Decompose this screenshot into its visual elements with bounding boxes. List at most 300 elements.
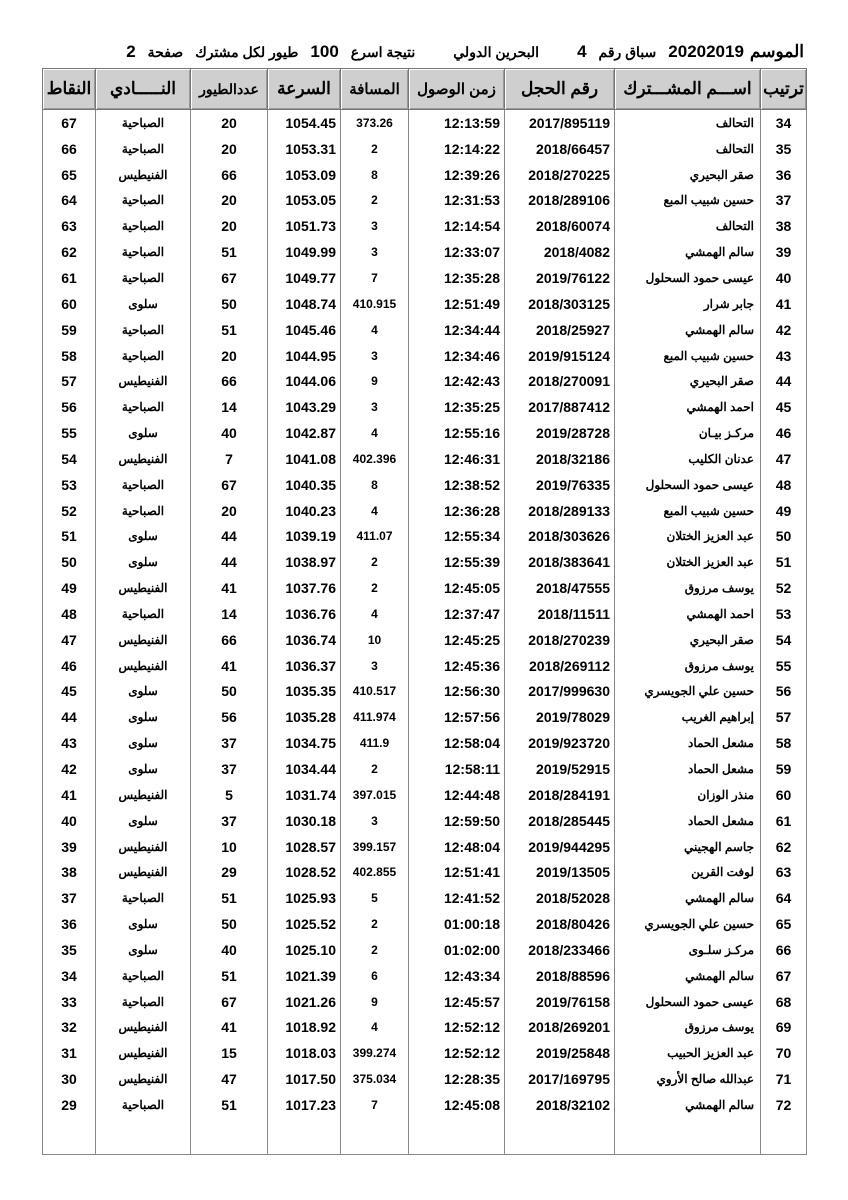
speed-cell: 1051.73 [268, 213, 341, 239]
rank-cell: 34 [761, 110, 807, 136]
race-number: 4 [577, 42, 587, 61]
table-row [43, 859, 807, 885]
empty-cell [341, 1118, 409, 1155]
table-footer-spacer [43, 1118, 807, 1155]
ring-cell: 2018/32102 [505, 1092, 615, 1118]
club-cell: سلوى [96, 524, 191, 550]
col-club: النـــــادي [96, 69, 191, 110]
name-cell: التحالف [615, 136, 761, 162]
table-row [43, 317, 807, 343]
empty-cell [505, 1118, 615, 1155]
ring-cell: 2019/923720 [505, 730, 615, 756]
arrival-cell: 12:48:04 [409, 834, 505, 860]
arrival-cell: 12:28:35 [409, 1066, 505, 1092]
club-cell: سلوى [96, 756, 191, 782]
table-row [43, 136, 807, 162]
arrival-cell: 12:52:12 [409, 1015, 505, 1041]
name-cell: لوفت القرين [615, 859, 761, 885]
distance-cell: 399.274 [341, 1040, 409, 1066]
ring-cell: 2019/28728 [505, 420, 615, 446]
points-cell: 50 [43, 549, 96, 575]
table-row [43, 394, 807, 420]
rank-cell: 45 [761, 394, 807, 420]
empty-cell [268, 1118, 341, 1155]
birds-cell: 15 [191, 1040, 268, 1066]
distance-cell: 411.9 [341, 730, 409, 756]
birds-cell: 20 [191, 498, 268, 524]
club-cell: الفنيطيس [96, 575, 191, 601]
birds-cell: 51 [191, 1092, 268, 1118]
result-label: نتيجة اسرع [350, 43, 416, 60]
name-cell: جابر شرار [615, 291, 761, 317]
points-cell: 62 [43, 239, 96, 265]
name-cell: مشعل الحماد [615, 756, 761, 782]
birds-cell: 67 [191, 989, 268, 1015]
arrival-cell: 12:59:50 [409, 808, 505, 834]
speed-cell: 1034.75 [268, 730, 341, 756]
speed-cell: 1017.50 [268, 1066, 341, 1092]
table-row [43, 110, 807, 136]
col-birds: عددالطيور [191, 69, 268, 110]
arrival-cell: 12:45:57 [409, 989, 505, 1015]
arrival-cell: 12:51:49 [409, 291, 505, 317]
rank-cell: 53 [761, 601, 807, 627]
ring-cell: 2017/169795 [505, 1066, 615, 1092]
points-cell: 67 [43, 110, 96, 136]
club-cell: الصباحية [96, 963, 191, 989]
club-cell: الصباحية [96, 989, 191, 1015]
arrival-cell: 12:33:07 [409, 239, 505, 265]
birds-cell: 51 [191, 885, 268, 911]
ring-cell: 2017/999630 [505, 679, 615, 705]
birds-cell: 20 [191, 110, 268, 136]
distance-cell: 10 [341, 627, 409, 653]
points-cell: 58 [43, 343, 96, 369]
ring-cell: 2018/289133 [505, 498, 615, 524]
arrival-cell: 01:00:18 [409, 911, 505, 937]
points-cell: 35 [43, 937, 96, 963]
birds-cell: 67 [191, 265, 268, 291]
distance-cell: 3 [341, 239, 409, 265]
rank-cell: 62 [761, 834, 807, 860]
club-cell: الصباحية [96, 472, 191, 498]
name-cell: احمد الهمشي [615, 601, 761, 627]
birds-cell: 37 [191, 730, 268, 756]
rank-cell: 36 [761, 162, 807, 188]
arrival-cell: 12:55:16 [409, 420, 505, 446]
speed-cell: 1036.74 [268, 627, 341, 653]
empty-cell [761, 1118, 807, 1155]
club-cell: الفنيطيس [96, 1015, 191, 1041]
club-cell: الفنيطيس [96, 627, 191, 653]
arrival-cell: 12:55:39 [409, 549, 505, 575]
points-cell: 59 [43, 317, 96, 343]
name-cell: سالم الهمشي [615, 1092, 761, 1118]
birds-cell: 14 [191, 601, 268, 627]
ring-cell: 2018/60074 [505, 213, 615, 239]
name-cell: سالم الهمشي [615, 963, 761, 989]
table-row [43, 704, 807, 730]
arrival-cell: 12:55:34 [409, 524, 505, 550]
speed-cell: 1045.46 [268, 317, 341, 343]
rank-cell: 50 [761, 524, 807, 550]
arrival-cell: 12:51:41 [409, 859, 505, 885]
club-cell: سلوى [96, 937, 191, 963]
arrival-cell: 12:52:12 [409, 1040, 505, 1066]
birds-cell: 51 [191, 239, 268, 265]
name-cell: مركـز سلـوى [615, 937, 761, 963]
club-cell: الصباحية [96, 1092, 191, 1118]
name-cell: يوسف مرزوق [615, 653, 761, 679]
speed-cell: 1040.35 [268, 472, 341, 498]
speed-cell: 1021.26 [268, 989, 341, 1015]
club-cell: الصباحية [96, 343, 191, 369]
birds-cell: 20 [191, 136, 268, 162]
name-cell: حسين شبيب المبع [615, 498, 761, 524]
table-row [43, 782, 807, 808]
rank-cell: 57 [761, 704, 807, 730]
rank-cell: 43 [761, 343, 807, 369]
table-row [43, 420, 807, 446]
distance-cell: 4 [341, 498, 409, 524]
rank-cell: 44 [761, 368, 807, 394]
birds-cell: 37 [191, 808, 268, 834]
rank-cell: 69 [761, 1015, 807, 1041]
distance-cell: 8 [341, 162, 409, 188]
club-cell: الصباحية [96, 265, 191, 291]
rank-cell: 35 [761, 136, 807, 162]
table-row [43, 653, 807, 679]
table-row [43, 549, 807, 575]
speed-cell: 1031.74 [268, 782, 341, 808]
table-row [43, 575, 807, 601]
club-cell: الفنيطيس [96, 162, 191, 188]
speed-cell: 1025.10 [268, 937, 341, 963]
rank-cell: 46 [761, 420, 807, 446]
club-cell: الصباحية [96, 394, 191, 420]
rank-cell: 42 [761, 317, 807, 343]
ring-cell: 2019/76158 [505, 989, 615, 1015]
birds-cell: 37 [191, 756, 268, 782]
distance-cell: 2 [341, 575, 409, 601]
table-row [43, 989, 807, 1015]
birds-cell: 50 [191, 911, 268, 937]
club-cell: سلوى [96, 911, 191, 937]
arrival-cell: 01:02:00 [409, 937, 505, 963]
points-cell: 44 [43, 704, 96, 730]
name-cell: التحالف [615, 213, 761, 239]
table-row [43, 1066, 807, 1092]
empty-cell [615, 1118, 761, 1155]
points-cell: 64 [43, 188, 96, 214]
name-cell: سالم الهمشي [615, 317, 761, 343]
ring-cell: 2018/303125 [505, 291, 615, 317]
birds-cell: 51 [191, 317, 268, 343]
points-cell: 55 [43, 420, 96, 446]
ring-cell: 2018/284191 [505, 782, 615, 808]
rank-cell: 40 [761, 265, 807, 291]
ring-cell: 2018/289106 [505, 188, 615, 214]
speed-cell: 1043.29 [268, 394, 341, 420]
arrival-cell: 12:38:52 [409, 472, 505, 498]
ring-cell: 2018/25927 [505, 317, 615, 343]
name-cell: عبد العزيز الحبيب [615, 1040, 761, 1066]
name-cell: يوسف مرزوق [615, 1015, 761, 1041]
ring-cell: 2018/4082 [505, 239, 615, 265]
arrival-cell: 12:14:54 [409, 213, 505, 239]
club-cell: سلوى [96, 808, 191, 834]
name-cell: عيسى حمود السحلول [615, 265, 761, 291]
distance-cell: 7 [341, 1092, 409, 1118]
speed-cell: 1035.35 [268, 679, 341, 705]
arrival-cell: 12:45:05 [409, 575, 505, 601]
distance-cell: 373.26 [341, 110, 409, 136]
points-cell: 49 [43, 575, 96, 601]
table-row [43, 963, 807, 989]
name-cell: صقر البحيري [615, 368, 761, 394]
points-cell: 42 [43, 756, 96, 782]
arrival-cell: 12:39:26 [409, 162, 505, 188]
rank-cell: 39 [761, 239, 807, 265]
per-member-label: طيور لكل مشترك [195, 43, 299, 60]
rank-cell: 60 [761, 782, 807, 808]
club-cell: سلوى [96, 549, 191, 575]
rank-cell: 37 [761, 188, 807, 214]
birds-cell: 50 [191, 291, 268, 317]
distance-cell: 2 [341, 756, 409, 782]
rank-cell: 63 [761, 859, 807, 885]
points-cell: 31 [43, 1040, 96, 1066]
rank-cell: 66 [761, 937, 807, 963]
season-label: الموسم [749, 42, 804, 61]
rank-cell: 41 [761, 291, 807, 317]
name-cell: منذر الوزان [615, 782, 761, 808]
distance-cell: 3 [341, 808, 409, 834]
table-row [43, 911, 807, 937]
speed-cell: 1038.97 [268, 549, 341, 575]
speed-cell: 1054.45 [268, 110, 341, 136]
ring-cell: 2019/52915 [505, 756, 615, 782]
rank-cell: 70 [761, 1040, 807, 1066]
speed-cell: 1034.44 [268, 756, 341, 782]
points-cell: 38 [43, 859, 96, 885]
ring-cell: 2019/78029 [505, 704, 615, 730]
distance-cell: 4 [341, 601, 409, 627]
name-cell: عدنان الكليب [615, 446, 761, 472]
points-cell: 57 [43, 368, 96, 394]
table-row [43, 188, 807, 214]
points-cell: 37 [43, 885, 96, 911]
birds-cell: 41 [191, 653, 268, 679]
table-row [43, 1092, 807, 1118]
distance-cell: 3 [341, 394, 409, 420]
rank-cell: 64 [761, 885, 807, 911]
arrival-cell: 12:34:46 [409, 343, 505, 369]
arrival-cell: 12:45:36 [409, 653, 505, 679]
name-cell: عبدالله صالح الأروي [615, 1066, 761, 1092]
birds-cell: 41 [191, 1015, 268, 1041]
club-cell: الفنيطيس [96, 859, 191, 885]
table-row [43, 213, 807, 239]
rank-cell: 55 [761, 653, 807, 679]
birds-cell: 44 [191, 524, 268, 550]
name-cell: مركـز بيـان [615, 420, 761, 446]
speed-cell: 1041.08 [268, 446, 341, 472]
club-cell: الصباحية [96, 136, 191, 162]
club-cell: الفنيطيس [96, 782, 191, 808]
name-cell: التحالف [615, 110, 761, 136]
birds-cell: 40 [191, 420, 268, 446]
points-cell: 46 [43, 653, 96, 679]
club-cell: الصباحية [96, 110, 191, 136]
ring-cell: 2018/11511 [505, 601, 615, 627]
arrival-cell: 12:13:59 [409, 110, 505, 136]
col-distance: المسافة [341, 69, 409, 110]
rank-cell: 59 [761, 756, 807, 782]
arrival-cell: 12:37:47 [409, 601, 505, 627]
rank-cell: 52 [761, 575, 807, 601]
rank-cell: 68 [761, 989, 807, 1015]
name-cell: مشعل الحماد [615, 808, 761, 834]
distance-cell: 375.034 [341, 1066, 409, 1092]
arrival-cell: 12:57:56 [409, 704, 505, 730]
distance-cell: 410.517 [341, 679, 409, 705]
header-row [43, 69, 807, 110]
distance-cell: 2 [341, 911, 409, 937]
name-cell: احمد الهمشي [615, 394, 761, 420]
distance-cell: 410.915 [341, 291, 409, 317]
arrival-cell: 12:46:31 [409, 446, 505, 472]
distance-cell: 8 [341, 472, 409, 498]
name-cell: صقر البحيري [615, 627, 761, 653]
speed-cell: 1036.37 [268, 653, 341, 679]
name-cell: سالم الهمشي [615, 885, 761, 911]
col-ring: رقم الحجل [505, 69, 615, 110]
table-row [43, 343, 807, 369]
report-title [48, 40, 804, 64]
club-cell: الصباحية [96, 601, 191, 627]
name-cell: حسين علي الجويسري [615, 679, 761, 705]
speed-cell: 1025.52 [268, 911, 341, 937]
club-cell: الصباحية [96, 188, 191, 214]
col-name: اســـم المشـــترك [615, 69, 761, 110]
rank-cell: 58 [761, 730, 807, 756]
arrival-cell: 12:34:44 [409, 317, 505, 343]
speed-cell: 1036.76 [268, 601, 341, 627]
distance-cell: 2 [341, 188, 409, 214]
birds-cell: 20 [191, 343, 268, 369]
ring-cell: 2018/303626 [505, 524, 615, 550]
arrival-cell: 12:58:04 [409, 730, 505, 756]
season-value: 20202019 [668, 42, 744, 61]
empty-cell [96, 1118, 191, 1155]
points-cell: 52 [43, 498, 96, 524]
points-cell: 29 [43, 1092, 96, 1118]
empty-cell [191, 1118, 268, 1155]
arrival-cell: 12:31:53 [409, 188, 505, 214]
birds-cell: 20 [191, 213, 268, 239]
ring-cell: 2018/383641 [505, 549, 615, 575]
rank-cell: 47 [761, 446, 807, 472]
speed-cell: 1053.31 [268, 136, 341, 162]
col-arrival: زمن الوصول [409, 69, 505, 110]
speed-cell: 1025.93 [268, 885, 341, 911]
arrival-cell: 12:45:25 [409, 627, 505, 653]
distance-cell: 2 [341, 136, 409, 162]
distance-cell: 397.015 [341, 782, 409, 808]
rank-cell: 54 [761, 627, 807, 653]
col-speed: السرعة [268, 69, 341, 110]
ring-cell: 2019/944295 [505, 834, 615, 860]
speed-cell: 1018.03 [268, 1040, 341, 1066]
distance-cell: 399.157 [341, 834, 409, 860]
table-row [43, 885, 807, 911]
result-count: 100 [310, 42, 339, 61]
table-row [43, 730, 807, 756]
distance-cell: 4 [341, 420, 409, 446]
points-cell: 32 [43, 1015, 96, 1041]
rank-cell: 61 [761, 808, 807, 834]
club-cell: الفنيطيس [96, 653, 191, 679]
table-row [43, 472, 807, 498]
arrival-cell: 12:44:48 [409, 782, 505, 808]
club-cell: الفنيطيس [96, 834, 191, 860]
distance-cell: 2 [341, 549, 409, 575]
club-cell: الفنيطيس [96, 1066, 191, 1092]
speed-cell: 1021.39 [268, 963, 341, 989]
club-cell: سلوى [96, 420, 191, 446]
points-cell: 60 [43, 291, 96, 317]
points-cell: 53 [43, 472, 96, 498]
distance-cell: 5 [341, 885, 409, 911]
club-cell: سلوى [96, 730, 191, 756]
name-cell: صقر البحيري [615, 162, 761, 188]
ring-cell: 2018/88596 [505, 963, 615, 989]
page-number: 2 [126, 42, 136, 61]
ring-cell: 2017/887412 [505, 394, 615, 420]
speed-cell: 1044.06 [268, 368, 341, 394]
speed-cell: 1042.87 [268, 420, 341, 446]
rank-cell: 72 [761, 1092, 807, 1118]
points-cell: 63 [43, 213, 96, 239]
table-row [43, 239, 807, 265]
distance-cell: 6 [341, 963, 409, 989]
rank-cell: 49 [761, 498, 807, 524]
table-row [43, 808, 807, 834]
distance-cell: 3 [341, 213, 409, 239]
club-cell: الصباحية [96, 213, 191, 239]
ring-cell: 2019/13505 [505, 859, 615, 885]
birds-cell: 50 [191, 679, 268, 705]
points-cell: 36 [43, 911, 96, 937]
table-row [43, 162, 807, 188]
points-cell: 43 [43, 730, 96, 756]
page-label: صفحة [147, 43, 184, 60]
table-row [43, 524, 807, 550]
name-cell: عبد العزيز الختلان [615, 524, 761, 550]
distance-cell: 9 [341, 368, 409, 394]
arrival-cell: 12:56:30 [409, 679, 505, 705]
speed-cell: 1017.23 [268, 1092, 341, 1118]
name-cell: حسين شبيب المبع [615, 343, 761, 369]
table-row [43, 834, 807, 860]
points-cell: 61 [43, 265, 96, 291]
rank-cell: 38 [761, 213, 807, 239]
rank-cell: 48 [761, 472, 807, 498]
col-rank: ترتيب [761, 69, 807, 110]
birds-cell: 10 [191, 834, 268, 860]
speed-cell: 1039.19 [268, 524, 341, 550]
